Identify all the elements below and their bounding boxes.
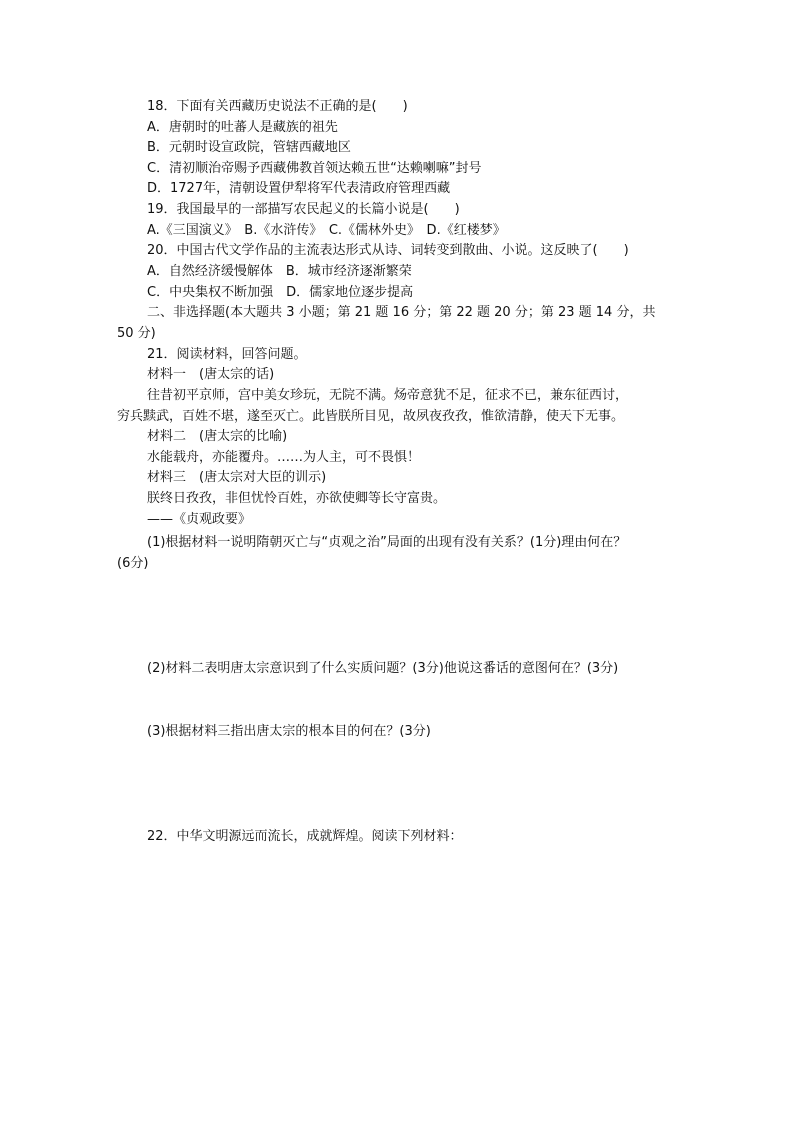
q20-options-row1: A．自然经济缓慢解体 B．城市经济逐渐繁荣 xyxy=(147,264,412,279)
q18-stem: 18．下面有关西藏历史说法不正确的是( ) xyxy=(147,99,408,114)
q21-material2-text: 水能载舟，亦能覆舟。……为人主，可不畏惧！ xyxy=(147,450,421,465)
q20-options-row2: C．中央集权不断加强 D．儒家地位逐步提高 xyxy=(147,285,414,300)
q19-stem: 19．我国最早的一部描写农民起义的长篇小说是( ) xyxy=(147,202,460,217)
q19-options: A.《三国演义》 B.《水浒传》 C.《儒林外史》 D.《红楼梦》 xyxy=(147,223,506,238)
q22-stem: 22．中华文明源远而流长，成就辉煌。阅读下列材料： xyxy=(147,829,463,844)
q21-material1-text-cont: 穷兵黩武，百姓不堪，遂至灭亡。此皆朕所目见，故夙夜孜孜，惟欲清静，使天下无事。 xyxy=(117,409,625,424)
q18-option-c: C．清初顺治帝赐予西藏佛教首领达赖五世“达赖喇嘛”封号 xyxy=(147,161,482,176)
q18-option-d: D．1727年，清朝设置伊犁将军代表清政府管理西藏 xyxy=(147,181,451,196)
q18-option-b: B．元朝时设宣政院，管辖西藏地区 xyxy=(147,140,351,155)
q21-sub2: (2)材料二表明唐太宗意识到了什么实质问题？(3分)他说这番话的意图何在？(3分) xyxy=(147,661,619,676)
section2-heading: 二、非选择题(本大题共 3 小题；第 21 题 16 分；第 22 题 20 分；第 23 题 14 分，共 xyxy=(147,305,656,320)
q21-source: ——《贞观政要》 xyxy=(147,512,252,527)
q21-material2-title: 材料二 (唐太宗的比喻) xyxy=(147,429,288,444)
q21-sub1-cont: (6分) xyxy=(117,556,149,571)
q21-sub1: (1)根据材料一说明隋朝灭亡与“贞观之治”局面的出现有没有关系？(1分)理由何在？ xyxy=(147,535,627,550)
section2-heading-cont: 50 分) xyxy=(117,326,156,341)
q20-stem: 20．中国古代文学作品的主流表达形式从诗、词转变到散曲、小说。这反映了( ) xyxy=(147,243,629,258)
q18-option-a: A．唐朝时的吐蕃人是藏族的祖先 xyxy=(147,120,338,135)
q21-material3-text: 朕终日孜孜，非但忧怜百姓，亦欲使卿等长守富贵。 xyxy=(147,491,447,506)
q21-material1-title: 材料一 (唐太宗的话) xyxy=(147,367,275,382)
q21-material1-text: 往昔初平京师，宫中美女珍玩，无院不满。炀帝意犹不足，征求不已，兼东征西讨， xyxy=(147,388,629,403)
q21-material3-title: 材料三 (唐太宗对大臣的训示) xyxy=(147,470,327,485)
q21-stem: 21．阅读材料，回答问题。 xyxy=(147,347,307,362)
q21-sub3: (3)根据材料三指出唐太宗的根本目的何在？(3分) xyxy=(147,724,431,739)
